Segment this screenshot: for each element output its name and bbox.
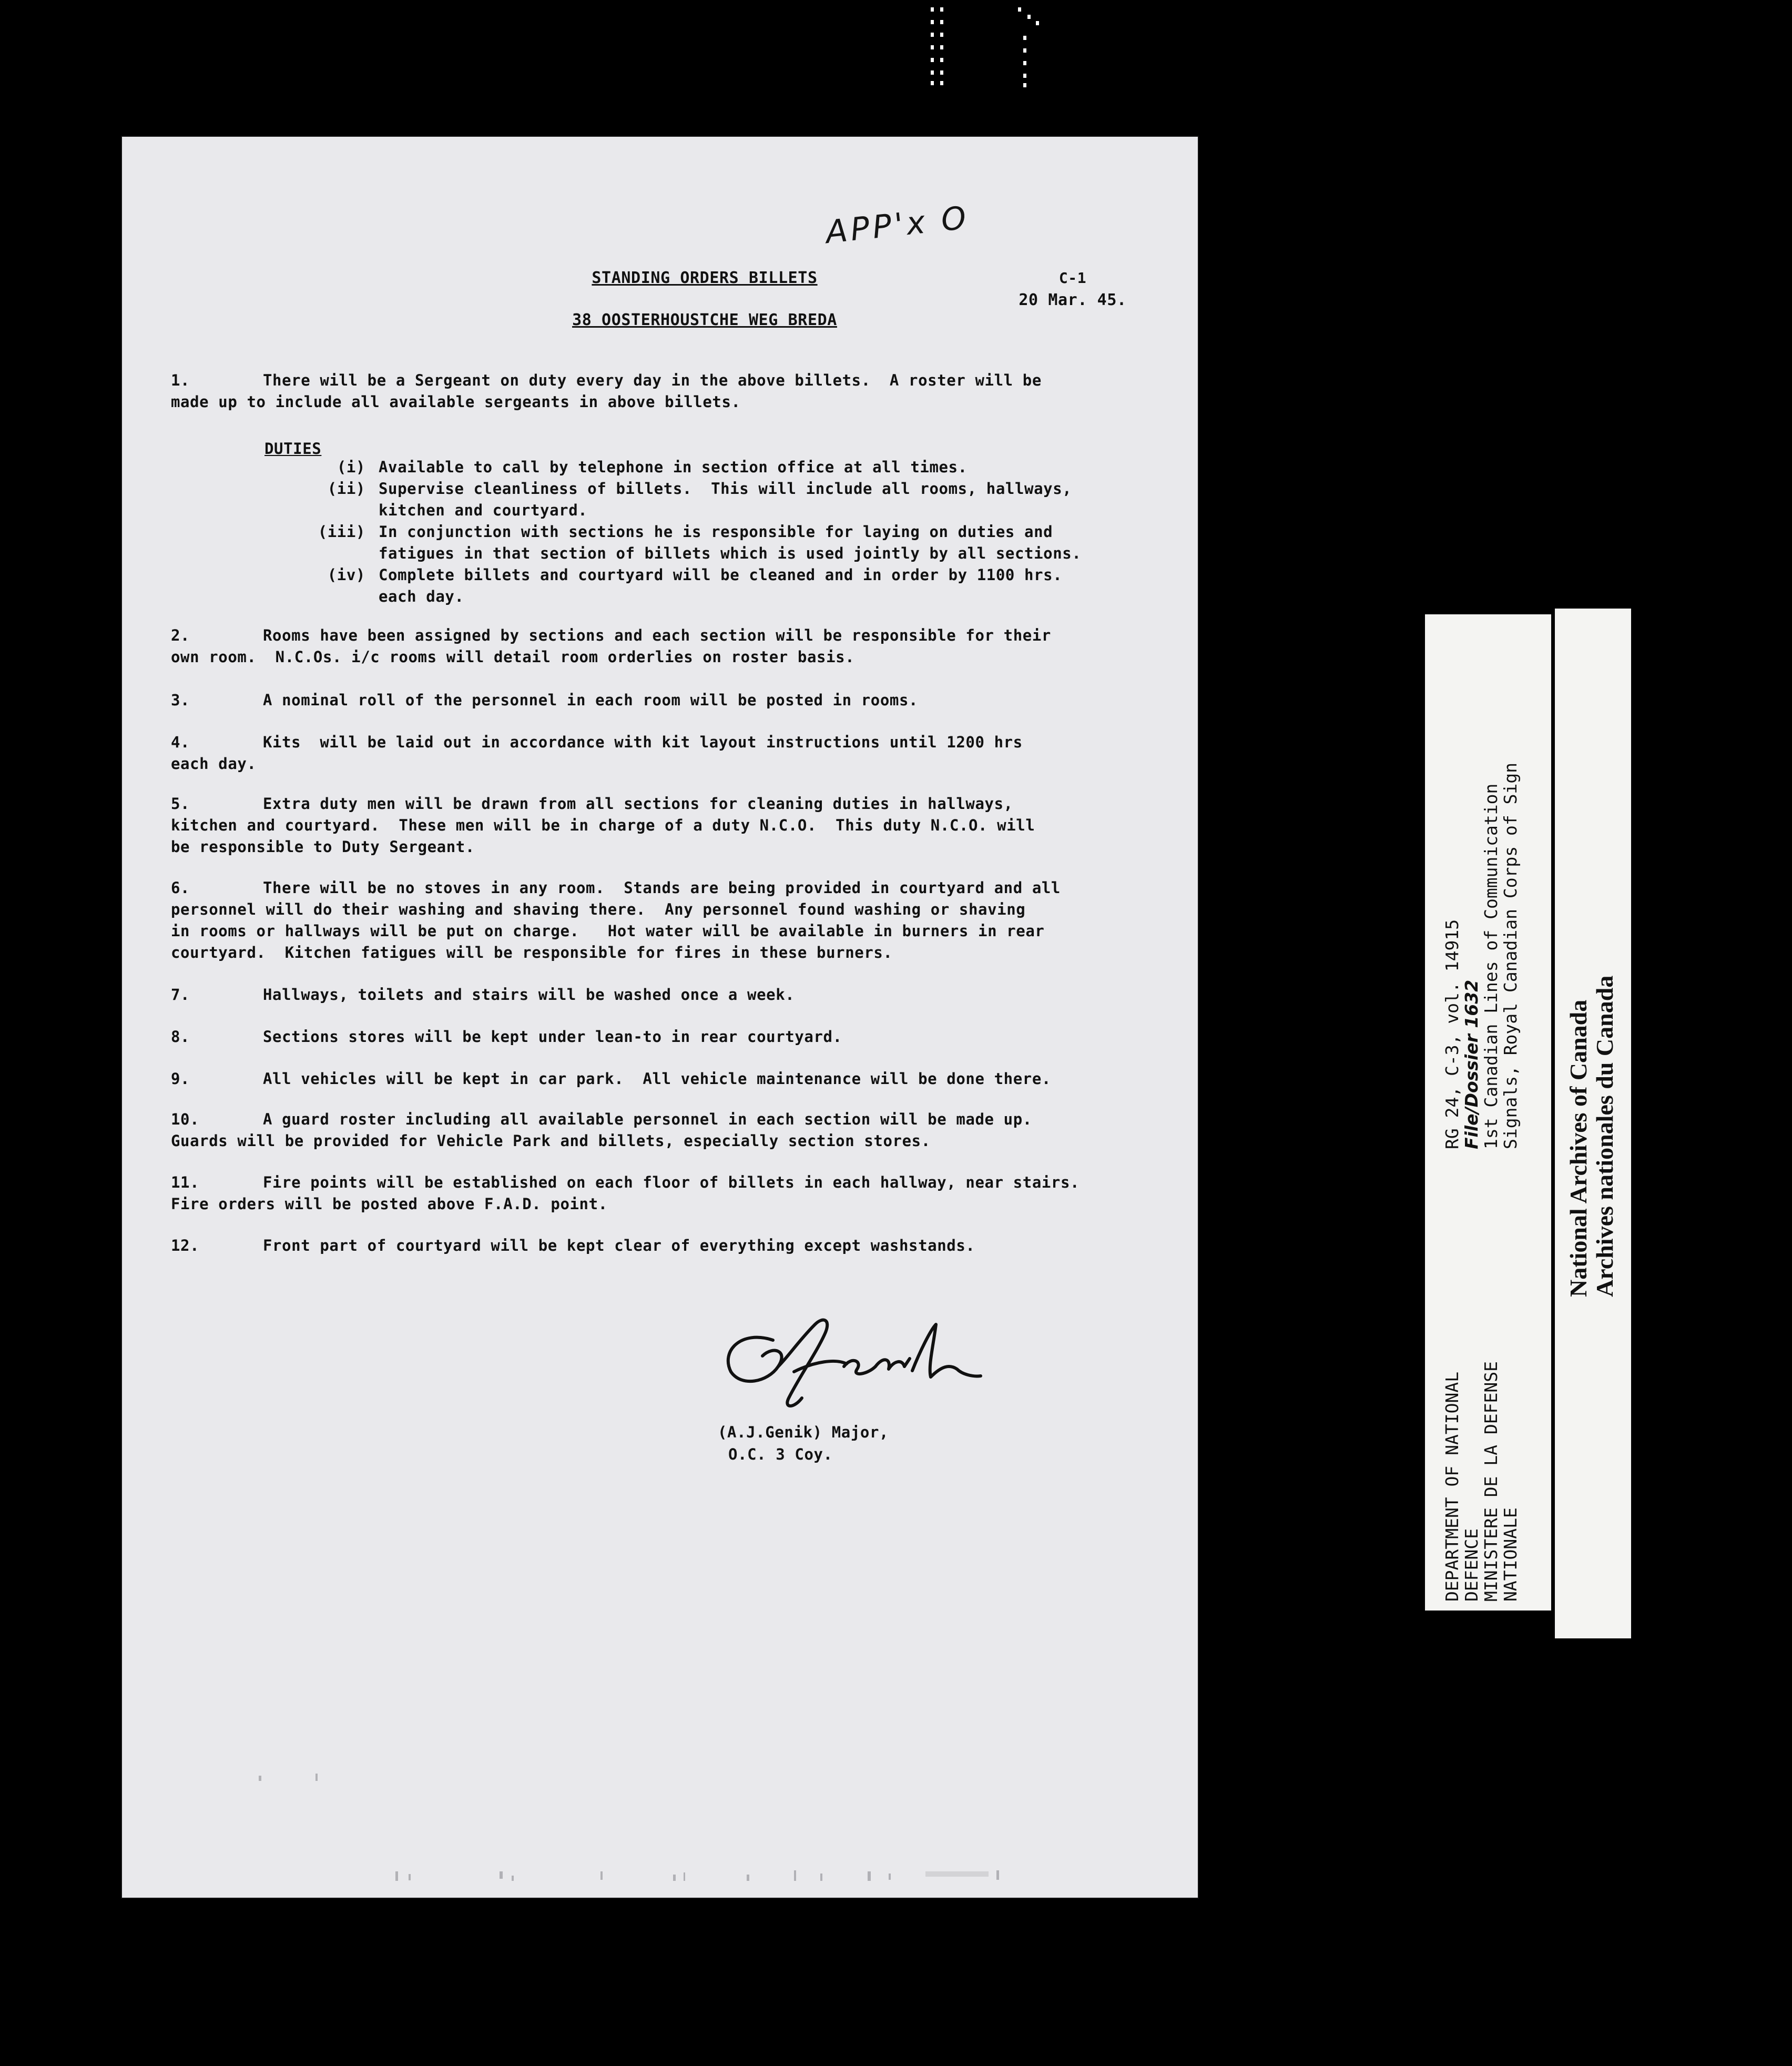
paragraph-number: 5. [171,795,190,813]
duty-label: (iii) [318,523,365,541]
department-line: MINISTERE DE LA DEFENSE [1481,1361,1501,1602]
paragraph-first-line: Rooms have been assigned by sections and each section will be responsible for their [263,626,1051,644]
duty-text: In conjunction with sections he is responsible for laying on duties and fatigues in that section of billets which is used jointly by all sections. [379,523,1082,562]
paragraph-continuation: made up to include all available sergeants in above billets. [171,393,741,411]
department-block [1442,1181,1520,1602]
paragraph-first-line: Extra duty men will be drawn from all sections for cleaning duties in hallways, [263,795,1013,813]
duty-text: Complete billets and courtyard will be cleaned and in order by 1100 hrs. each day. [379,566,1063,605]
paragraph-3 [171,690,1196,711]
paragraph-first-line: Front part of courtyard will be kept clear of everything except washstands. [263,1237,975,1254]
paragraph-10 [171,1109,1196,1152]
paragraph-number: 8. [171,1028,190,1046]
paragraph-number: 2. [171,626,190,644]
document-subtitle: 38 OOSTERHOUSTCHE WEG BREDA [572,311,837,329]
paragraph-8 [171,1026,1196,1048]
paragraph-2 [171,625,1196,668]
paragraph-5 [171,793,1196,858]
archives-name-french: Archives nationales du Canada [1591,975,1618,1297]
handwritten-signature [710,1309,983,1414]
paragraph-11 [171,1172,1196,1215]
paragraph-continuation: each day. [171,755,257,773]
unit-line: Signals, Royal Canadian Corps of Sign [1500,762,1521,1149]
paragraph-first-line: All vehicles will be kept in car park. All vehicle maintenance will be done there. [263,1070,1051,1088]
document-page [121,136,1199,1899]
film-frame-marks [925,4,1052,88]
paragraph-number: 7. [171,986,190,1004]
paragraph-number: 11. [171,1173,200,1191]
paragraph-1 [171,370,1196,413]
file-dossier-line: File/Dossier 1632 [1461,979,1482,1149]
record-group-line: RG 24, C-3, vol. 14915 [1442,919,1462,1149]
archives-name-english: National Archives of Canada [1564,999,1592,1297]
paragraph-6 [171,877,1196,964]
paragraph-number: 9. [171,1070,190,1088]
paragraph-first-line: Fire points will be established on each floor of billets in each hallway, near stairs. [263,1173,1080,1191]
paragraph-first-line: Kits will be laid out in accordance with kit layout instructions until 1200 hrs [263,733,1023,751]
paragraph-number: 4. [171,733,190,751]
paragraph-first-line: Sections stores will be kept under lean-to in rear courtyard. [263,1028,842,1046]
department-line: DEFENCE [1461,1528,1482,1602]
paragraph-continuation: Fire orders will be posted above F.A.D. point. [171,1195,608,1213]
duty-text: Supervise cleanliness of billets. This will include all rooms, hallways, kitchen and courtyard. [379,480,1072,519]
paragraph-7 [171,984,1196,1006]
paragraph-first-line: There will be no stoves in any room. Stands are being provided in courtyard and all [263,879,1061,897]
duty-text: Available to call by telephone in section office at all times. [379,458,968,476]
paragraph-4 [171,732,1196,775]
paragraph-12 [171,1235,1196,1257]
paragraph-9 [171,1068,1196,1090]
signatory-title: O.C. 3 Coy. [728,1445,833,1463]
unit-line: 1st Canadian Lines of Communication [1481,783,1501,1149]
duty-label: (iv) [327,566,365,584]
handwritten-appendix-note: APP'x O [824,199,971,251]
duty-item-3 [247,521,1194,564]
document-body [121,136,1199,1899]
document-title: STANDING ORDERS BILLETS [592,269,818,287]
paragraph-number: 6. [171,879,190,897]
paragraph-continuation: personnel will do their washing and shaving there. Any personnel found washing or shaving in rooms or hallways will be put on charge. Hot water will be available in burners in rear courtyard. Kitchen fatigues will be responsible for fires in these burners. [171,900,1045,961]
paragraph-first-line: A nominal roll of the personnel in each room will be posted in rooms. [263,691,919,709]
duty-item-1 [247,457,1194,478]
paragraph-number: 3. [171,691,190,709]
archive-reference-block [1442,629,1520,1149]
paragraph-number: 1. [171,371,190,389]
paragraph-continuation: kitchen and courtyard. These men will be in charge of a duty N.C.O. This duty N.C.O. will be responsible to Duty Sergeant. [171,816,1035,856]
paragraph-number: 12. [171,1237,200,1254]
document-reference: C-1 [1058,269,1087,287]
department-line: DEPARTMENT OF NATIONAL [1442,1371,1462,1602]
department-line: NATIONALE [1500,1507,1521,1602]
archive-reference-label [1425,614,1551,1611]
document-date: 20 Mar. 45. [1019,291,1127,309]
paragraph-first-line: Hallways, toilets and stairs will be washed once a week. [263,986,795,1004]
duties-heading: DUTIES [264,440,322,458]
paragraph-number: 10. [171,1110,200,1128]
paragraph-first-line: There will be a Sergeant on duty every day in the above billets. A roster will be [263,371,1042,389]
paragraph-continuation: Guards will be provided for Vehicle Park and billets, especially section stores. [171,1132,931,1150]
signatory-name: (A.J.Genik) Major, [718,1423,889,1441]
national-archives-label [1555,609,1631,1638]
duty-label: (i) [337,458,365,476]
paragraph-first-line: A guard roster including all available personnel in each section will be made up. [263,1110,1032,1128]
duty-item-2 [247,478,1194,521]
duty-label: (ii) [327,480,365,498]
duty-item-4 [247,564,1194,607]
paragraph-continuation: own room. N.C.Os. i/c rooms will detail room orderlies on roster basis. [171,648,855,666]
